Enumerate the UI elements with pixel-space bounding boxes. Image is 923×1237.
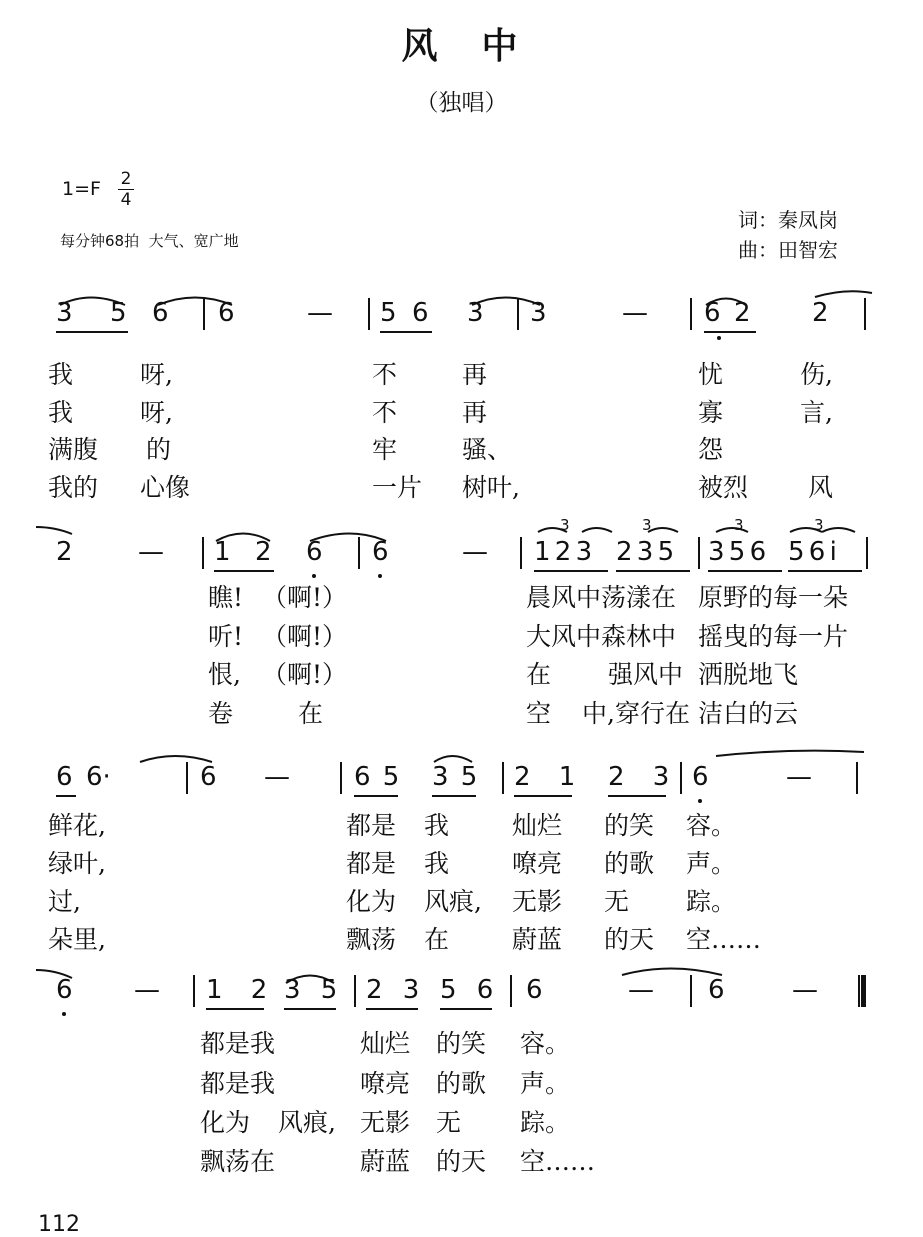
barline — [698, 537, 700, 569]
lyric: 的笑 — [436, 1029, 487, 1058]
song-title: 风 中 — [401, 25, 522, 67]
note-pair: 3 5 — [284, 975, 344, 1005]
note: 6 — [200, 762, 217, 792]
lyric: 忧 — [698, 360, 724, 389]
lyric: 空…… — [520, 1147, 596, 1176]
lyric: 的歌 — [436, 1069, 487, 1098]
dash: — — [462, 537, 488, 567]
lyric: 在 — [298, 699, 324, 728]
barline — [368, 298, 370, 330]
lyric: 风痕, — [424, 887, 482, 916]
triplet-mark: 3 — [814, 516, 824, 534]
beam — [788, 570, 862, 572]
lyric: 都是 — [346, 849, 397, 878]
time-signature-top: 2 — [120, 169, 132, 189]
beam — [616, 570, 690, 572]
beam — [534, 570, 608, 572]
slur — [36, 527, 72, 534]
lyric: 摇曳的每一片 — [698, 622, 849, 651]
barline — [517, 298, 519, 330]
note: 1 — [214, 537, 231, 567]
lyric: 骚、 — [462, 435, 513, 464]
key-signature: 1=F — [62, 178, 101, 200]
lyric: 空…… — [686, 925, 762, 954]
lyric: 化为 — [200, 1108, 251, 1137]
note-pair: 2 1 — [514, 762, 586, 792]
beam — [440, 1008, 492, 1010]
lyric: 声。 — [520, 1069, 571, 1098]
beam — [366, 1008, 418, 1010]
lyric: 无 — [604, 887, 630, 916]
lyric: 恨, — [208, 660, 241, 689]
note: 6 — [306, 537, 323, 567]
lyric: 洒脱地飞 — [698, 660, 799, 689]
lyric: 我 — [48, 360, 74, 389]
barline — [203, 298, 205, 330]
lyric: 再 — [462, 398, 488, 427]
barline — [864, 298, 866, 330]
note-pair: 2 3 — [608, 762, 680, 792]
lyric: 我 — [424, 849, 450, 878]
note-triplet: 1 2 3 — [534, 537, 591, 567]
barline — [502, 762, 504, 794]
note-pair: 5 6 — [440, 975, 500, 1005]
dash: — — [307, 298, 333, 328]
lyric: 的天 — [436, 1147, 487, 1176]
note-triplet: 2 3 5 — [616, 537, 673, 567]
barline — [680, 762, 682, 794]
beam — [608, 795, 666, 797]
lyric: 过, — [48, 887, 81, 916]
lyric: 风 — [808, 473, 834, 502]
lyric: 被烈 — [698, 473, 749, 502]
note-pair: 2 3 — [366, 975, 426, 1005]
barline — [186, 762, 188, 794]
lyric: 空 — [526, 699, 552, 728]
barline — [520, 537, 522, 569]
lyric: 的歌 — [604, 849, 655, 878]
dash: — — [622, 298, 648, 328]
triplet-mark: 3 — [642, 516, 652, 534]
composer-credit: 曲：田智宏 — [738, 238, 838, 262]
lyric: 在 — [424, 925, 450, 954]
triplet-mark: 3 — [734, 516, 744, 534]
lyric: 一片 — [372, 473, 423, 502]
lyric: 都是 — [346, 811, 397, 840]
lyric: 在 — [526, 660, 552, 689]
octave-dot — [717, 336, 721, 340]
dash: — — [792, 975, 818, 1005]
slur — [716, 751, 864, 756]
dash: — — [628, 975, 654, 1005]
barline — [690, 298, 692, 330]
lyric: 都是我 — [200, 1069, 276, 1098]
slur — [815, 291, 872, 297]
lyric: 飘荡在 — [200, 1147, 276, 1176]
beam — [514, 795, 572, 797]
beam — [354, 795, 398, 797]
octave-dot — [378, 574, 382, 578]
dash: — — [138, 537, 164, 567]
note-triplet: 5 6 i — [788, 537, 835, 567]
barline — [510, 975, 512, 1007]
lyric: 灿烂 — [360, 1029, 411, 1058]
lyric: 满腹 — [48, 435, 99, 464]
lyric: 声。 — [686, 849, 737, 878]
lyric: 灿烂 — [512, 811, 563, 840]
octave-dot — [698, 799, 702, 803]
note: 6 — [526, 975, 543, 1005]
lyric: 大风中森林中 — [526, 622, 677, 651]
dash: — — [786, 762, 812, 792]
note: 3 — [467, 298, 484, 328]
lyric: 再 — [462, 360, 488, 389]
lyric: 不 — [372, 360, 398, 389]
time-signature-bottom: 4 — [120, 190, 132, 210]
lyric: 洁白的云 — [698, 699, 799, 728]
beam — [432, 795, 476, 797]
note: 6 — [708, 975, 725, 1005]
lyric: 牢 — [372, 435, 398, 464]
lyric: 的 — [146, 435, 172, 464]
slur — [822, 528, 855, 532]
beam — [56, 331, 128, 333]
lyric: 都是我 — [200, 1029, 276, 1058]
lyric: 踪。 — [520, 1108, 571, 1137]
note: 2 — [734, 298, 751, 328]
lyric: 伤, — [800, 360, 833, 389]
page-number: 112 — [38, 1212, 80, 1237]
note: 5 — [380, 298, 397, 328]
note-pair: 1 2 — [206, 975, 278, 1005]
lyricist-credit: 词：秦凤岗 — [738, 208, 838, 232]
beam — [380, 331, 432, 333]
song-subtitle: （独唱） — [415, 90, 508, 116]
lyric: 蔚蓝 — [360, 1147, 411, 1176]
note: 6 — [704, 298, 721, 328]
lyric: 容。 — [520, 1029, 571, 1058]
note: 6 — [372, 537, 389, 567]
lyric: 的笑 — [604, 811, 655, 840]
note: 2 — [56, 537, 73, 567]
lyric: 心像 — [140, 473, 191, 502]
beam — [56, 795, 76, 797]
barline — [340, 762, 342, 794]
beam — [214, 570, 274, 572]
barline — [193, 975, 195, 1007]
note-dotted: 6· — [86, 762, 111, 792]
barline — [690, 975, 692, 1007]
lyric: 我 — [48, 398, 74, 427]
note: 6 — [412, 298, 429, 328]
lyric: 言, — [800, 398, 833, 427]
octave-dot — [62, 1012, 66, 1016]
lyric: 无 — [436, 1108, 462, 1137]
lyric: 无影 — [360, 1108, 411, 1137]
lyric: 容。 — [686, 811, 737, 840]
slur — [648, 528, 678, 532]
note: 6 — [152, 298, 169, 328]
barline — [354, 975, 356, 1007]
lyric: 踪。 — [686, 887, 737, 916]
lyric: 风痕, — [278, 1108, 336, 1137]
dash: — — [134, 975, 160, 1005]
lyric: 化为 — [346, 887, 397, 916]
dash: — — [264, 762, 290, 792]
lyric: 中,穿行在 — [582, 699, 690, 728]
triplet-mark: 3 — [560, 516, 570, 534]
lyric: 我的 — [48, 473, 99, 502]
lyric: 飘荡 — [346, 925, 397, 954]
beam — [284, 1008, 336, 1010]
note: 2 — [255, 537, 272, 567]
lyric: 绿叶, — [48, 849, 106, 878]
note-triplet: 3 5 6 — [708, 537, 765, 567]
lyric: 嘹亮 — [512, 849, 563, 878]
lyric: 强风中 — [608, 660, 684, 689]
lyric: 怨 — [698, 435, 724, 464]
lyric: （啊!） — [262, 583, 348, 612]
lyric: 呀, — [140, 360, 173, 389]
lyric: 我 — [424, 811, 450, 840]
beam — [206, 1008, 264, 1010]
lyric: 呀, — [140, 398, 173, 427]
note: 3 — [56, 298, 73, 328]
lyric: 晨风中荡漾在 — [526, 583, 677, 612]
lyric: 朵里, — [48, 925, 106, 954]
note-pair: 3 5 — [432, 762, 480, 792]
lyric: 寡 — [698, 398, 724, 427]
beam — [704, 331, 756, 333]
barline — [866, 537, 868, 569]
barline — [856, 762, 858, 794]
lyric: 瞧! — [208, 583, 244, 612]
barline — [202, 537, 204, 569]
note: 6 — [692, 762, 709, 792]
lyric: 蔚蓝 — [512, 925, 563, 954]
lyric: （啊!） — [262, 660, 348, 689]
lyric: 原野的每一朵 — [698, 583, 849, 612]
lyric: 鲜花, — [48, 811, 106, 840]
note: 6 — [56, 975, 73, 1005]
slur — [582, 528, 612, 532]
note-pair: 6 5 — [354, 762, 402, 792]
lyric: 树叶, — [462, 473, 520, 502]
lyric: 卷 — [208, 699, 234, 728]
final-barline — [858, 975, 866, 1007]
note: 5 — [110, 298, 127, 328]
lyric: （啊!） — [262, 622, 348, 651]
note: 6 — [218, 298, 235, 328]
note: 6 — [56, 762, 73, 792]
note: 3 — [530, 298, 547, 328]
lyric: 不 — [372, 398, 398, 427]
beam — [708, 570, 782, 572]
lyric: 听! — [208, 622, 244, 651]
note: 2 — [812, 298, 829, 328]
lyric: 嘹亮 — [360, 1069, 411, 1098]
lyric: 的天 — [604, 925, 655, 954]
lyric: 无影 — [512, 887, 563, 916]
barline — [358, 537, 360, 569]
tempo-marking: 每分钟68拍 大气、宽广地 — [60, 232, 239, 250]
